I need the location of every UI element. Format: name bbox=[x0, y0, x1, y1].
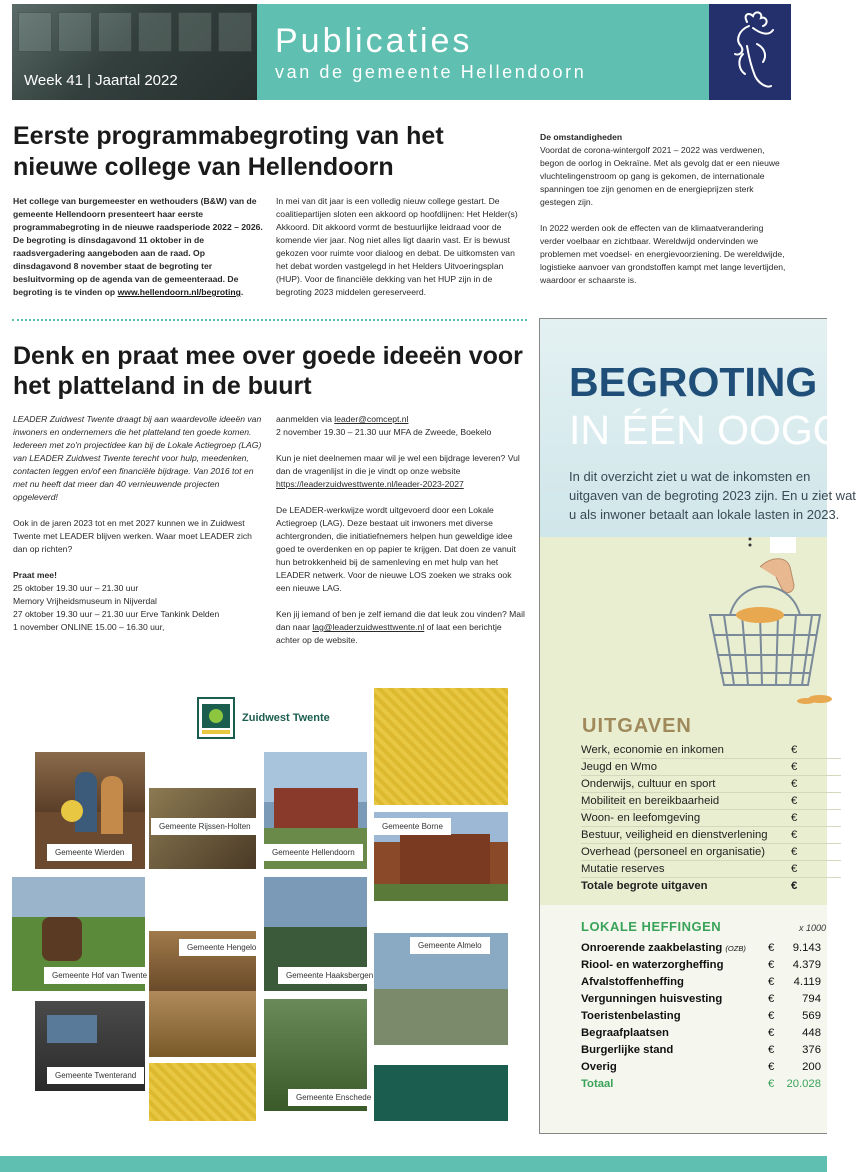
article1-lead-end: . bbox=[240, 287, 244, 297]
article1-paragraph: In mei van dit jaar is een volledig nieuw college gestart. De coalitiepartijen sloten een akkoord op hoofdlijnen: Het Helder(s) Akkoord. Dit akkoord vormt de bestuurlijke leidraad voor de komende vier jaar. Nog niet alles ligt daarin vast. Er is bewust gekozen voor ruimte voor dialoog en debat. De uitkomsten van het debat worden vastgelegd in het Helders Uitvoeringsplan (HUP). Voor de financiële dekking van het HUP zijn in de begroting 2023 middelen gereserveerd. bbox=[276, 196, 518, 297]
leader-collage bbox=[12, 688, 508, 1135]
heffingen-total-row: Totaal € 20.028 bbox=[581, 1078, 821, 1090]
heffing-row: Onroerende zaakbelasting (OZB) € 9.143 bbox=[581, 942, 821, 954]
decor-green-block bbox=[374, 1065, 508, 1121]
mail-text: Ken jij iemand of ben je zelf iemand die dat leuk zou vinden? Mail dan naar bbox=[276, 609, 525, 632]
uitgaven-row: Overhead (personeel en organisatie) € bbox=[581, 844, 841, 861]
heffing-row: Riool- en waterzorgheffing € 4.379 bbox=[581, 959, 821, 971]
infographic-title: BEGROTING bbox=[569, 359, 818, 405]
uitgaven-list bbox=[581, 742, 841, 895]
begroting-link[interactable]: www.hellendoorn.nl/begroting bbox=[117, 287, 241, 297]
lag-paragraph: De LEADER-werkwijze wordt uitgevoerd door een Lokale Actiegroep (LAG). Deze bestaat uit inwoners met diverse achtergronden, die initiatiefnemers helpen hun geweldige idee goed te overdenken en op papier te krijgen. Dat doen ze vanuit hun betrokkenheid bij de samenleving en met hulp van het LEADER netwerk. Voor de nieuwe LOS zoeken we straks ook een nieuwe LAG. bbox=[276, 505, 516, 593]
publication-title: Publicaties bbox=[275, 22, 473, 60]
publication-subtitle: van de gemeente Hellendoorn bbox=[275, 62, 587, 82]
photo-haaksbergen bbox=[264, 877, 374, 991]
heffing-row: Vergunningen huisvesting € 794 bbox=[581, 993, 821, 1005]
logo-figure-icon bbox=[709, 4, 791, 100]
praat-mee-heading: Praat mee! bbox=[13, 570, 57, 580]
signup-email-link[interactable]: leader@comcept.nl bbox=[334, 414, 409, 424]
infographic-intro: In dit overzicht ziet u wat de inkomsten en uitgaven van de begroting 2023 zijn. En u ziet wat u als inwoner betaalt aan lokale lasten in 2023. bbox=[569, 469, 856, 522]
heffingen-title: LOKALE HEFFINGEN bbox=[581, 919, 722, 934]
label-haaksbergen: Gemeente Haaksbergen bbox=[278, 967, 381, 984]
photo-hengelo-interior bbox=[149, 991, 256, 1057]
event-line: 25 oktober 19.30 uur – 21.30 uur bbox=[13, 583, 139, 593]
photo-twenterand bbox=[35, 1001, 145, 1091]
label-hof-van-twente: Gemeente Hof van Twente bbox=[44, 967, 155, 984]
decor-yellow-block bbox=[149, 1063, 256, 1121]
label-almelo: Gemeente Almelo bbox=[410, 937, 490, 954]
event-line: Memory Vrijheidsmuseum in Nijverdal bbox=[13, 596, 157, 606]
begroting-infographic bbox=[539, 318, 856, 1134]
lag-email-link[interactable]: lag@leaderzuidwesttwente.nl bbox=[312, 622, 425, 632]
event-line: 27 oktober 19.30 uur – 21.30 uur Erve Tankink Delden bbox=[13, 609, 220, 619]
article-title-leader: Denk en praat mee over goede ideeën voor het platteland in de buurt bbox=[13, 342, 523, 400]
photo-hengelo bbox=[149, 931, 256, 991]
heffing-row: Afvalstoffenheffing € 4.119 bbox=[581, 976, 821, 988]
heffing-row: Toeristenbelasting € 569 bbox=[581, 1010, 821, 1022]
photo-borne bbox=[374, 812, 508, 901]
photo-hof-van-twente bbox=[12, 877, 148, 991]
heffingen-header bbox=[581, 919, 826, 939]
contribute-text: Kun je niet deelnemen maar wil je wel een bijdrage leveren? Vul dan de vragenlijst in die je vindt op onze website bbox=[276, 453, 520, 476]
uitgaven-total-row: Totale begrote uitgaven € bbox=[581, 880, 798, 892]
zuidwest-twente-logo bbox=[196, 696, 356, 742]
leader-intro: LEADER Zuidwest Twente draagt bij aan waardevolle ideeën van inwoners en ondernemers die het platteland ten goede komen. Iedereen met zo'n projectidee kan bij de Lokale Actiegroep (LAG) van LEADER Zuidwest Twente terecht voor hulp, meedenken, contacten leggen en/of een financiële bijdrage. Van 2016 tot en met nu heeft dat meer dan 40 vernieuwende projecten opgeleverd! bbox=[13, 414, 262, 502]
circumstances-paragraph-2: In 2022 werden ook de effecten van de klimaatverandering verder voelbaar en zichtbaar. Wereldwijd ondervinden we problemen met voedsel- en energievoorziening. De wereldwijde, logistieke aanvoer van grondstoffen kampt met lange levertijden, waardoor er schaarste is. bbox=[540, 223, 786, 285]
uitgaven-title: UITGAVEN bbox=[582, 715, 692, 737]
article1-column-1 bbox=[13, 195, 264, 312]
heffingen-list bbox=[581, 940, 841, 1093]
label-borne: Gemeente Borne bbox=[374, 818, 451, 835]
heffing-row: Begraafplaatsen € 448 bbox=[581, 1027, 821, 1039]
municipality-logo bbox=[709, 4, 791, 100]
leader-logo-icon bbox=[196, 696, 236, 740]
label-rijssen-holten: Gemeente Rijssen-Holten bbox=[151, 818, 259, 835]
article2-column-1 bbox=[13, 413, 264, 634]
uitgaven-row: Jeugd en Wmo € bbox=[581, 759, 841, 776]
issue-week: Week 41 | Jaartal 2022 bbox=[24, 72, 178, 89]
uitgaven-row: Mutatie reserves € bbox=[581, 861, 841, 878]
uitgaven-row: Mobiliteit en bereikbaarheid € bbox=[581, 793, 841, 810]
shopping-basket-icon bbox=[690, 537, 840, 707]
label-hengelo: Gemeente Hengelo bbox=[179, 939, 264, 956]
leader-paragraph-2: Ook in de jaren 2023 tot en met 2027 kunnen we in Zuidwest Twente met LEADER blijven werken. Waar moet LEADER zich dan op richten? bbox=[13, 518, 252, 554]
infographic-subtitle: IN ÉÉN OOGO bbox=[569, 407, 845, 453]
decor-yellow-block bbox=[374, 688, 508, 805]
header-building-photo bbox=[12, 4, 257, 100]
page-header bbox=[12, 4, 791, 100]
heffing-row: Burgerlijke stand € 376 bbox=[581, 1044, 821, 1056]
header-title-band bbox=[257, 4, 709, 100]
uitgaven-row: Bestuur, veiligheid en dienstverlening € bbox=[581, 827, 841, 844]
article1-column-3 bbox=[540, 131, 790, 300]
photo-rijssen-holten bbox=[149, 788, 256, 869]
label-enschede: Gemeente Enschede bbox=[288, 1089, 379, 1106]
uitgaven-row: Werk, economie en inkomen € bbox=[581, 742, 841, 759]
survey-link[interactable]: https://leaderzuidwesttwente.nl/leader-2023-2027 bbox=[276, 479, 464, 489]
heffingen-unit: x 1000 bbox=[798, 923, 826, 933]
uitgaven-row: Woon- en leefomgeving € bbox=[581, 810, 841, 827]
signup-text: aanmelden via bbox=[276, 414, 332, 424]
photo-wierden bbox=[35, 752, 145, 869]
article1-column-2 bbox=[276, 195, 527, 312]
event-line: 1 november ONLINE 15.00 – 16.30 uur, bbox=[13, 622, 165, 632]
heffing-row: Overig € 200 bbox=[581, 1061, 821, 1073]
circumstances-paragraph-1: Voordat de corona-wintergolf 2021 – 2022 was verdwenen, begon de oorlog in Oekraïne. Met als gevolg dat er een nieuwe vluchtelingenstroom op gang is gekomen, de internationale spanningen toe zijn genomen en de energieprijzen sterk gestegen zijn. bbox=[540, 145, 780, 207]
label-twenterand: Gemeente Twenterand bbox=[47, 1067, 144, 1084]
section-divider bbox=[12, 319, 527, 321]
label-hellendoorn: Gemeente Hellendoorn bbox=[264, 844, 363, 861]
article1-lead: Het college van burgemeester en wethouders (B&W) van de gemeente Hellendoorn presenteert haar eerste programmabegroting in de nieuwe raadsperiode 2022 – 2026. De begroting is dinsdagavond 11 oktober in de raadsvergadering aangeboden aan de raad. Op dinsdagavond 8 november staat de begroting ter besluitvorming op de agenda van de gemeenteraad. De begroting is te vinden op bbox=[13, 196, 263, 297]
article2-column-2 bbox=[276, 413, 527, 660]
event-line: 2 november 19.30 – 21.30 uur MFA de Zweede, Boekelo bbox=[276, 427, 492, 437]
footer-band bbox=[0, 1156, 827, 1172]
photo-hellendoorn bbox=[264, 752, 367, 869]
uitgaven-row: Onderwijs, cultuur en sport € bbox=[581, 776, 841, 793]
article-title-begroting: Eerste programmabegroting van het nieuwe college van Hellendoorn bbox=[13, 122, 444, 181]
zuidwest-twente-brand: Zuidwest Twente bbox=[242, 712, 330, 724]
infographic-header bbox=[540, 319, 856, 537]
label-wierden: Gemeente Wierden bbox=[47, 844, 132, 861]
photo-almelo bbox=[374, 933, 508, 1045]
circumstances-heading: De omstandigheden bbox=[540, 132, 623, 142]
mail-text-end: of laat een berichtje achter op de website. bbox=[276, 622, 502, 645]
photo-enschede bbox=[264, 999, 372, 1111]
